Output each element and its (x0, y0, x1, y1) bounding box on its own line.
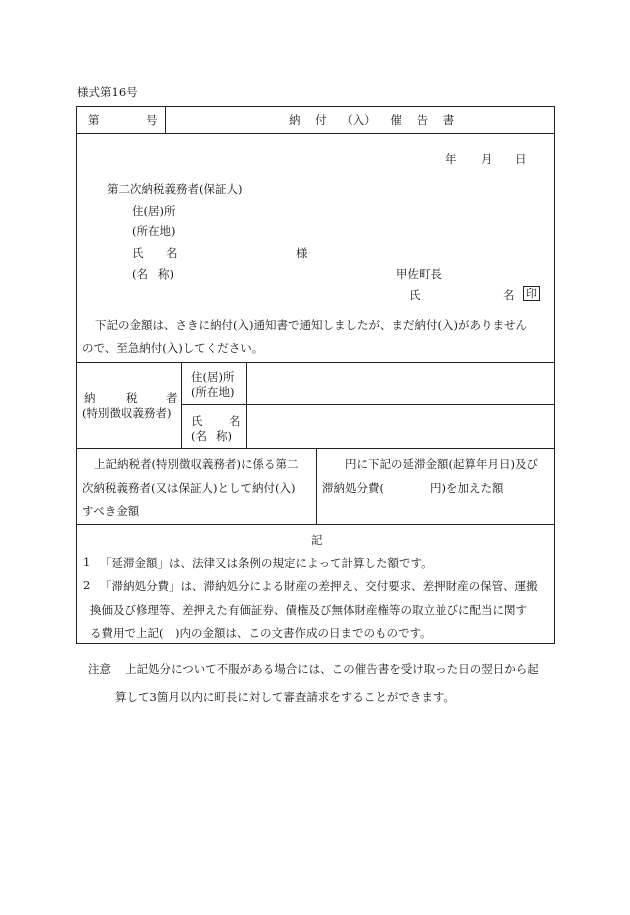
date-day-label: 日 (515, 152, 527, 166)
date-year-label: 年 (445, 152, 457, 166)
taxpayer-label-3: 者 (166, 391, 178, 405)
note-1-text: 「延滞金額」は、法律又は条例の規定によって計算した額です。 (100, 556, 433, 570)
amount-vline (316, 448, 317, 524)
caution-line-2: 算して3箇月以内に町長に対して審査請求をすることができます。 (115, 690, 455, 704)
taxpayer-address-label-2: (所在地) (191, 385, 235, 399)
taxpayer-inner-divider (181, 404, 555, 405)
issuer-mayor: 甲佐町長 (396, 267, 442, 281)
taxpayer-label-2: 税 (126, 391, 138, 405)
addressee-honorific: 様 (296, 246, 308, 260)
seal-char: 印 (523, 286, 540, 301)
caution-line-1: 上記処分について不服がある場合には、この催告書を受け取った日の翌日から起 (125, 662, 539, 676)
amount-left-line-2: 次納税義務者(又は保証人)として納付(入) (82, 481, 296, 495)
seal-mark (523, 286, 540, 301)
addressee-address-label: 住(居)所 (132, 204, 176, 218)
taxpayer-name-label-2: 名 (229, 414, 241, 428)
caution-label: 注意 (88, 662, 111, 676)
addressee-corp-label-1: (名 (132, 267, 148, 281)
amount-right-line-2: 滞納処分費( (322, 481, 384, 495)
header-vline (165, 106, 166, 133)
taxpayer-address-label-1: 住(居)所 (191, 370, 235, 384)
notice-divider (76, 362, 555, 363)
amount-left-line-1: 上記納税者(特別徴収義務者)に係る第二 (94, 457, 299, 471)
addressee-location-label: (所在地) (132, 224, 176, 238)
notes-heading: 記 (311, 533, 323, 547)
header-divider (76, 133, 555, 134)
amount-right-line-1: 円に下記の延滞金額(起算年月日)及び (345, 457, 538, 471)
title-char: 書 (442, 113, 455, 127)
number-label-go: 号 (146, 113, 158, 127)
notice-line-1: 下記の金額は、さきに納付(入)通知書で通知しましたが、まだ納付(入)がありません (95, 318, 527, 332)
taxpayer-name-label-1: 氏 (191, 414, 203, 428)
issuer-name-label-2: 名 (503, 288, 515, 302)
note-2-line-2: 換価及び修理等、差押えた有価証券、債権及び無体財産権等の取立並びに配当に関す (90, 603, 527, 617)
note-2-line-3: る費用で上記( )内の金額は、この文書作成の日までのものです。 (90, 626, 432, 640)
date-month-label: 月 (481, 152, 493, 166)
note-1-number: 1 (83, 555, 91, 569)
addressee-name-label-2: 名 (166, 246, 178, 260)
note-2-line-1: 「滞納処分費」は、滞納処分による財産の差押え、交付要求、差押財産の保管、運搬 (100, 579, 538, 593)
addressee-corp-label-2: 称) (158, 267, 174, 281)
amount-right-line-3: 円)を加えた額 (430, 481, 504, 495)
addressee-name-label-1: 氏 (132, 246, 144, 260)
note-2-number: 2 (83, 578, 91, 592)
notice-line-2: ので、至急納付(入)してください。 (82, 341, 264, 355)
amount-divider (76, 524, 555, 525)
title-char: 告 (416, 113, 429, 127)
title-char: 納 (289, 113, 301, 127)
title-char: 付 (315, 113, 327, 127)
amount-left-line-3: すべき金額 (82, 504, 140, 518)
title-char: 催 (390, 113, 402, 127)
number-label-dai: 第 (88, 113, 100, 127)
title-char: （入） (341, 113, 376, 127)
taxpayer-corp-label-1: (名 (191, 429, 207, 443)
issuer-name-label-1: 氏 (409, 288, 421, 302)
taxpayer-label-sub: (特別徴収義務者) (82, 406, 172, 420)
taxpayer-vline-1 (181, 362, 182, 448)
taxpayer-label-1: 納 (84, 391, 96, 405)
addressee-heading: 第二次納税義務者(保証人) (107, 182, 243, 196)
form-number: 様式第16号 (77, 85, 138, 99)
document-title (289, 112, 454, 128)
taxpayer-vline-2 (246, 362, 247, 448)
taxpayer-corp-label-2: 称) (216, 429, 232, 443)
